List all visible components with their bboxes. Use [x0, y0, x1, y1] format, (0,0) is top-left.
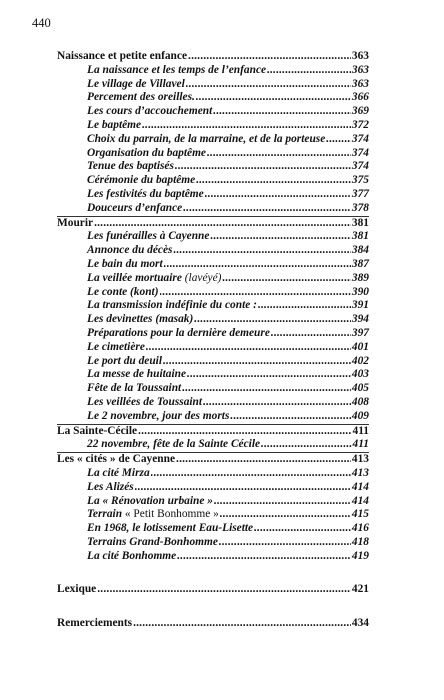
entry-page-number: 366 [351, 91, 369, 104]
dot-leader [194, 313, 351, 327]
entry-label: La Sainte-Cécile [57, 424, 138, 437]
entry-page-number: 421 [351, 583, 369, 596]
entry-page-number: 381 [351, 216, 369, 229]
entry-page-number: 411 [352, 438, 369, 451]
entry-label: Préparations pour la dernière demeure [87, 326, 270, 339]
entry-label: Terrains Grand-Bonhomme [87, 535, 218, 548]
toc-entry [57, 119, 369, 133]
entry-page-number: 374 [351, 146, 369, 159]
entry-label: La « Rénovation urbaine » [87, 494, 213, 507]
toc-entry [57, 536, 369, 550]
toc-entry [57, 550, 369, 564]
entry-label: Les « cités » de Cayenne [57, 453, 176, 466]
dot-leader [164, 258, 351, 272]
dot-leader [151, 467, 351, 481]
dot-leader [175, 160, 351, 174]
entry-label: Le village de Villavel [87, 77, 185, 90]
entry-label: Les veillées de Toussaint [87, 395, 203, 408]
entry-page-number: 384 [351, 244, 369, 257]
entry-label: Cérémonie du baptême [87, 174, 196, 187]
toc-entry [57, 481, 369, 495]
entry-page-number: 409 [351, 409, 369, 422]
entry-page-number: 402 [351, 354, 369, 367]
entry-page-number: 363 [351, 50, 369, 62]
toc-entry [57, 258, 369, 272]
dot-leader [138, 425, 351, 439]
page-number: 440 [32, 16, 51, 30]
entry-page-number: 434 [351, 617, 369, 630]
entry-page-number: 411 [352, 424, 369, 437]
dot-leader [187, 368, 351, 382]
dot-leader [186, 78, 351, 92]
toc-entry [57, 244, 369, 258]
entry-label: Douceurs d’enfance [87, 201, 183, 214]
entry-label: Le 2 novembre, jour des morts [87, 409, 230, 422]
toc-entry [57, 313, 369, 327]
dot-leader [188, 50, 351, 64]
entry-page-number: 414 [351, 494, 369, 507]
toc-entry [57, 202, 369, 216]
entry-label: Les devinettes (masak) [87, 313, 194, 326]
toc-section-heading [57, 453, 369, 467]
dot-leader [230, 410, 351, 424]
entry-label: La messe de huitaine [87, 368, 187, 381]
entry-label: Annonce du décès [87, 244, 173, 257]
entry-page-number: 418 [351, 535, 369, 548]
toc-entry [57, 91, 369, 105]
entry-label: La transmission indéfinie du conte : [87, 299, 257, 312]
dot-leader [261, 438, 351, 452]
toc-entry [57, 396, 369, 410]
dot-leader [213, 105, 351, 119]
entry-page-number: 401 [351, 340, 369, 353]
dot-leader [146, 341, 351, 355]
entry-page-number: 394 [351, 313, 369, 326]
entry-page-number: 414 [351, 480, 369, 493]
entry-label: La veillée mortuaire (lavéyé) [87, 271, 222, 284]
dot-leader [254, 522, 351, 536]
entry-label: Les festivités du baptême [87, 187, 204, 200]
dot-leader [220, 508, 351, 522]
toc-entry [57, 133, 369, 147]
dot-leader [203, 396, 351, 410]
dot-leader [207, 147, 351, 161]
dot-leader [183, 202, 351, 216]
table-of-contents [57, 50, 369, 631]
entry-page-number: 369 [351, 105, 369, 118]
toc-entry [57, 105, 369, 119]
toc-entry [57, 64, 369, 78]
dot-leader [210, 230, 350, 244]
entry-page-number: 374 [351, 160, 369, 173]
toc-entry [57, 160, 369, 174]
entry-label: Naissance et petite enfance [57, 50, 188, 62]
entry-page-number: 372 [351, 118, 369, 131]
entry-page-number: 405 [351, 382, 369, 395]
entry-page-number: 419 [351, 549, 369, 562]
dot-leader [222, 272, 350, 286]
entry-page-number: 413 [351, 466, 369, 479]
entry-label: Lexique [57, 583, 97, 596]
entry-page-number: 390 [351, 285, 369, 298]
dot-leader [97, 583, 351, 597]
dot-leader [177, 550, 351, 564]
dot-leader [267, 64, 351, 78]
spacer [57, 597, 369, 617]
toc-entry [57, 508, 369, 522]
toc-section-heading [57, 217, 369, 231]
entry-page-number: 391 [351, 299, 369, 312]
entry-label: Le port du deuil [87, 354, 162, 367]
dot-leader [326, 133, 351, 147]
entry-label: Organisation du baptême [87, 146, 206, 159]
dot-leader [182, 382, 351, 396]
entry-label: Percement des oreilles. [87, 91, 195, 104]
toc-entry [57, 410, 369, 424]
dot-leader [133, 617, 351, 631]
dot-leader [163, 355, 351, 369]
entry-label: Fête de la Toussaint [87, 382, 182, 395]
toc-entry [57, 355, 369, 369]
dot-leader [258, 299, 351, 313]
dot-leader [219, 536, 351, 550]
entry-page-number: 387 [351, 257, 369, 270]
dot-leader [196, 91, 351, 105]
toc-entry [57, 188, 369, 202]
entry-page-number: 413 [351, 453, 369, 466]
toc-entry [57, 382, 369, 396]
spacer [57, 563, 369, 583]
entry-label: 22 novembre, fête de la Sainte Cécile [87, 438, 261, 451]
toc-lexique [57, 583, 369, 597]
toc-entry [57, 286, 369, 300]
toc-section-heading [57, 425, 369, 439]
entry-label-suffix: « Petit Bonhomme » [122, 508, 219, 521]
entry-label: Les cours d’accouchement [87, 105, 213, 118]
entry-page-number: 375 [351, 174, 369, 187]
toc-entry [57, 438, 369, 452]
dot-leader [196, 174, 351, 188]
entry-label: La cité Bonhomme [87, 549, 177, 562]
entry-label: En 1968, le lotissement Eau-Lisette [87, 522, 254, 535]
toc-entry [57, 327, 369, 341]
entry-page-number: 408 [351, 395, 369, 408]
entry-page-number: 389 [351, 271, 369, 284]
entry-page-number: 415 [351, 508, 369, 521]
entry-label-suffix: (lavéyé) [181, 271, 222, 284]
toc-entry [57, 78, 369, 92]
toc-section-heading [57, 50, 369, 64]
dot-leader [173, 244, 350, 258]
toc-entry [57, 299, 369, 313]
entry-label: Terrain « Petit Bonhomme » [87, 508, 219, 521]
dot-leader [214, 495, 351, 509]
toc-entry [57, 368, 369, 382]
toc-remerciements [57, 617, 369, 631]
toc-entry [57, 230, 369, 244]
entry-label: Remerciements [57, 617, 133, 630]
dot-leader [142, 119, 351, 133]
entry-label: La naissance et les temps de l’enfance [87, 63, 267, 76]
entry-page-number: 381 [351, 230, 369, 243]
dot-leader [271, 327, 351, 341]
entry-label: La cité Mirza [87, 466, 150, 479]
entry-label: Le conte (kont) [87, 285, 159, 298]
entry-label: Tenue des baptisés [87, 160, 174, 173]
entry-page-number: 363 [351, 63, 369, 76]
entry-label: Les funérailles à Cayenne [87, 230, 210, 243]
entry-label: Le baptême [87, 118, 142, 131]
dot-leader [205, 188, 351, 202]
entry-label: Les Alizés [87, 480, 134, 493]
entry-label: Le bain du mort [87, 257, 163, 270]
toc-entry [57, 522, 369, 536]
toc-entry [57, 341, 369, 355]
dot-leader [176, 453, 351, 467]
entry-page-number: 397 [351, 326, 369, 339]
entry-page-number: 363 [351, 77, 369, 90]
entry-label: Mourir [57, 216, 94, 229]
toc-entry [57, 174, 369, 188]
dot-leader [94, 217, 351, 231]
toc-entry [57, 272, 369, 286]
entry-page-number: 403 [351, 368, 369, 381]
dot-leader [135, 481, 351, 495]
entry-label: Le cimetière [87, 340, 145, 353]
entry-label: Choix du parrain, de la marraine, et de la porteuse [87, 132, 326, 145]
dot-leader [160, 286, 351, 300]
entry-page-number: 377 [351, 187, 369, 200]
toc-entry [57, 147, 369, 161]
toc-entry [57, 495, 369, 509]
entry-page-number: 416 [351, 522, 369, 535]
toc-entry [57, 467, 369, 481]
entry-page-number: 374 [351, 132, 369, 145]
entry-page-number: 378 [351, 201, 369, 214]
